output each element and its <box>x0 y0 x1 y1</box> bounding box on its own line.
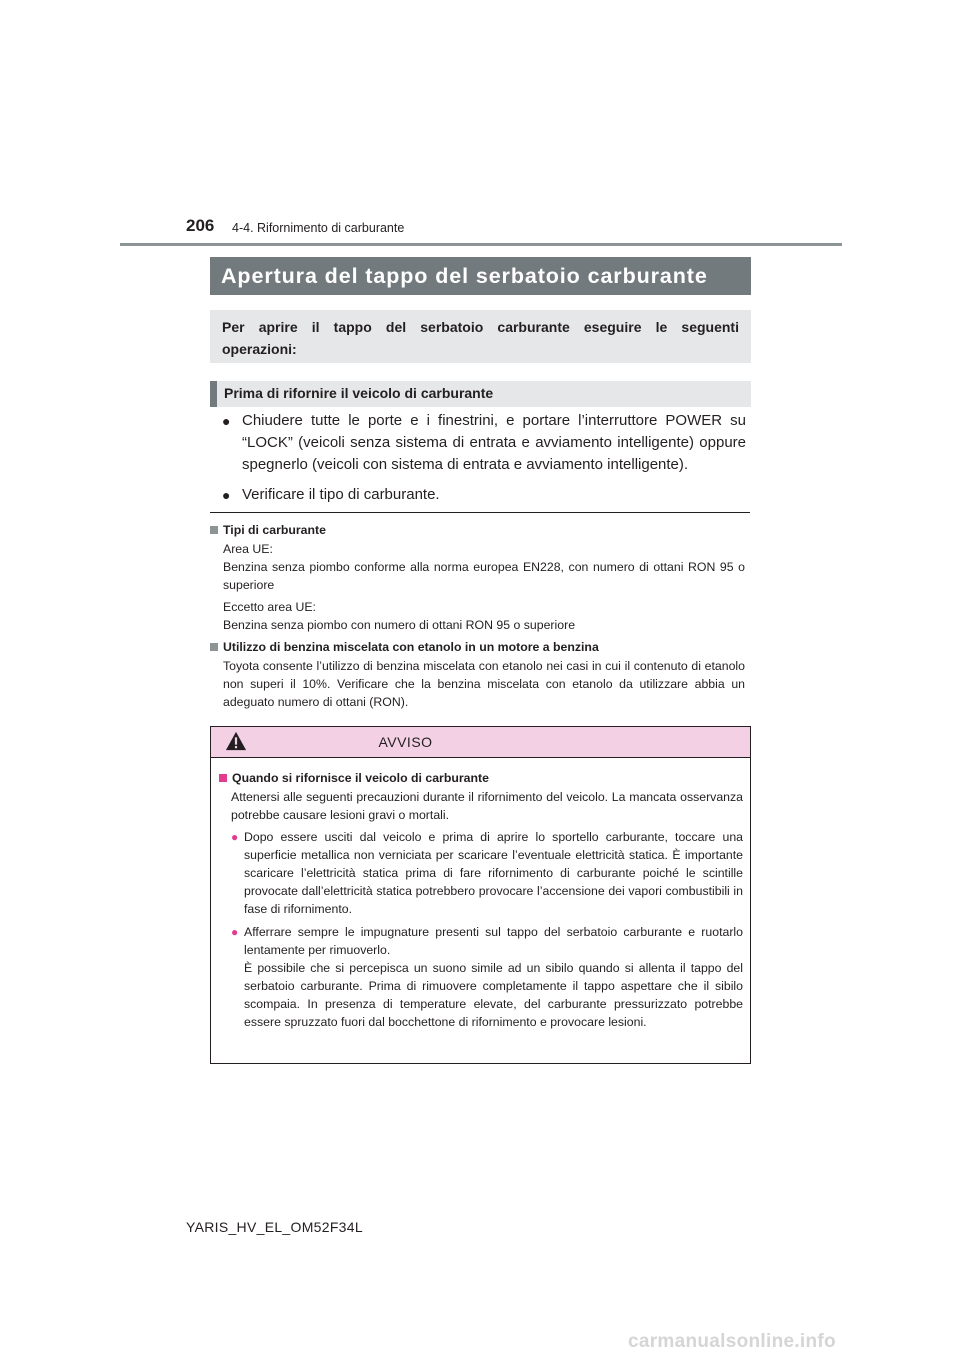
warning-title: AVVISO <box>378 734 433 750</box>
note-paragraph: Benzina senza piombo conforme alla norma europea EN228, con numero di ottani RON 95 o superiore <box>223 560 745 592</box>
note-heading-text: Utilizzo di benzina miscelata con etanolo in un motore a benzina <box>223 640 599 654</box>
intro-box: Per aprire il tappo del serbatoio carburante eseguire le seguenti operazioni: <box>210 310 751 363</box>
list-item <box>222 484 746 506</box>
square-bullet-icon <box>219 774 227 782</box>
note-heading <box>210 521 745 539</box>
warning-heading-text: Quando si rifornisce il veicolo di carburante <box>232 771 489 785</box>
list-item <box>222 410 746 476</box>
bullet-icon: ● <box>231 925 239 939</box>
note-paragraph: Eccetto area UE: <box>223 600 316 614</box>
note-heading-text: Tipi di carburante <box>223 523 326 537</box>
warning-intro: Attenersi alle seguenti precauzioni durante il rifornimento del veicolo. La mancata osservanza potrebbe causare lesioni gravi o mortali. <box>231 790 743 822</box>
warning-box <box>210 726 751 1064</box>
bullet-icon: ● <box>231 830 239 844</box>
square-bullet-icon <box>210 526 218 534</box>
warning-item <box>219 923 743 1031</box>
note-paragraph: Benzina senza piombo con numero di ottani RON 95 o superiore <box>223 618 576 632</box>
warning-paragraph: Dopo essere usciti dal veicolo e prima di aprire lo sportello carburante, toccare una superficie metallica non verniciata per scaricare l’eventuale elettricità statica. È importante scaricare l’elettricità statica prima di fare rifornimento di carburante poiché le scintille provocate dall’elettricità statica potrebbero provocare l’accensione dei vapori combustibili in fase di rifornimento. <box>244 830 743 916</box>
note-body <box>210 657 745 711</box>
warning-triangle-icon <box>225 730 247 752</box>
warning-item-text <box>244 923 743 1031</box>
warning-paragraph: È possibile che si percepisca un suono simile ad un sibilo quando si allenta il tappo del serbatoio carburante. Prima di rimuovere completamente il tappo aspettare che il sibilo scompaia. In presenza di temperature elevate, del carburante pressurizzato potrebbe essere spruzzato fuori dal bocchettone di rifornimento e provocare lesioni. <box>244 961 743 1029</box>
header-rule <box>120 243 842 246</box>
warning-heading <box>219 769 743 787</box>
note-paragraph: Area UE: <box>223 542 273 556</box>
section-subheader: Prima di rifornire il veicolo di carburante <box>210 381 751 407</box>
watermark: carmanualsonline.info <box>628 1331 836 1352</box>
note-paragraph: Toyota consente l’utilizzo di benzina miscelata con etanolo nei casi in cui il contenuto di etanolo non superi il 10%. Verificare che la benzina miscelata con etanolo da utilizzare abbia un adeguato numero di ottani (RON). <box>223 659 745 709</box>
warning-item <box>219 828 743 918</box>
bullet-list <box>222 410 746 514</box>
warning-paragraph: Afferrare sempre le impugnature presenti sul tappo del serbatoio carburante e ruotarlo lentamente per rimuoverlo. <box>244 925 743 957</box>
warning-header <box>211 727 750 758</box>
bullet-text: Chiudere tutte le porte e i finestrini, e portare l’interruttore POWER su “LOCK” (veicoli senza sistema di entrata e avviamento intelligente) oppure spegnerlo (veicoli con sistema di entrata e avviamento intelligente). <box>242 412 746 473</box>
warning-item-text <box>244 828 743 918</box>
bullet-icon: ● <box>222 487 231 503</box>
notes-section <box>210 521 745 715</box>
bullet-icon: ● <box>222 413 231 429</box>
section-label: 4-4. Rifornimento di carburante <box>232 221 405 235</box>
bullet-text: Verificare il tipo di carburante. <box>242 486 440 503</box>
page-number: 206 <box>186 216 215 235</box>
note-body <box>210 540 745 634</box>
divider <box>210 512 750 513</box>
note-heading <box>210 638 745 656</box>
document-code: YARIS_HV_EL_OM52F34L <box>186 1219 363 1235</box>
warning-body <box>211 758 750 1031</box>
square-bullet-icon <box>210 643 218 651</box>
page-title: Apertura del tappo del serbatoio carburante <box>210 257 751 295</box>
